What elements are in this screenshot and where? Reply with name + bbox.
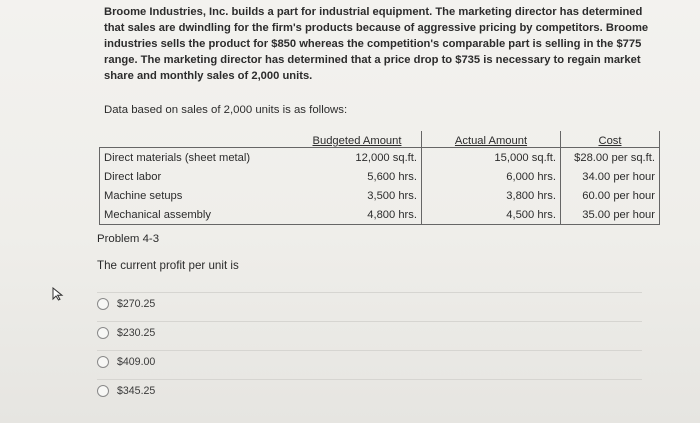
option-label: $230.25 [117, 327, 156, 339]
row-label: Machine setups [100, 186, 294, 205]
row-cost: 35.00 per hour [561, 205, 660, 225]
row-budgeted: 5,600 hrs. [293, 167, 422, 186]
table-row [100, 205, 660, 225]
answer-option[interactable] [97, 292, 642, 315]
row-actual: 4,500 hrs. [422, 205, 561, 225]
table-row [100, 148, 660, 168]
header-actual: Actual Amount [422, 131, 561, 148]
row-cost: 60.00 per hour [561, 186, 660, 205]
header-label [100, 131, 294, 148]
answer-option[interactable] [97, 379, 642, 402]
problem-label: Problem 4-3 [97, 233, 160, 245]
header-budgeted: Budgeted Amount [293, 131, 422, 148]
row-label: Mechanical assembly [100, 205, 294, 225]
table-row [100, 186, 660, 205]
problem-description: Broome Industries, Inc. builds a part for industrial equipment. The marketing director has determined that sales are dwindling for the firm's products because of aggressive pricing by competitors. Broome industries sells the product for $850 whereas the competition's comparable part is selling in the $775 range. The marketing director has determined that a price drop to $735 is necessary to regain market share and monthly sales of 2,000 units. [104, 6, 649, 82]
cost-data-table [99, 131, 660, 225]
radio-button[interactable] [97, 356, 109, 368]
radio-button[interactable] [97, 385, 109, 397]
row-label: Direct labor [100, 167, 294, 186]
mouse-cursor-icon [52, 287, 64, 301]
option-label: $270.25 [117, 298, 156, 310]
row-actual: 15,000 sq.ft. [422, 148, 561, 168]
row-actual: 3,800 hrs. [422, 186, 561, 205]
table-row [100, 167, 660, 186]
row-cost: 34.00 per hour [561, 167, 660, 186]
answer-option[interactable] [97, 321, 642, 344]
table-header-row [100, 131, 660, 148]
row-cost: $28.00 per sq.ft. [561, 148, 660, 168]
option-label: $345.25 [117, 385, 156, 397]
row-label: Direct materials (sheet metal) [100, 148, 294, 168]
answer-option[interactable] [97, 350, 642, 373]
row-budgeted: 12,000 sq.ft. [293, 148, 422, 168]
data-intro: Data based on sales of 2,000 units is as follows: [104, 104, 348, 116]
option-label: $409.00 [117, 356, 156, 368]
header-cost: Cost [561, 131, 660, 148]
row-budgeted: 3,500 hrs. [293, 186, 422, 205]
row-budgeted: 4,800 hrs. [293, 205, 422, 225]
radio-button[interactable] [97, 327, 109, 339]
question-text: The current profit per unit is [97, 259, 239, 272]
radio-button[interactable] [97, 298, 109, 310]
row-actual: 6,000 hrs. [422, 167, 561, 186]
